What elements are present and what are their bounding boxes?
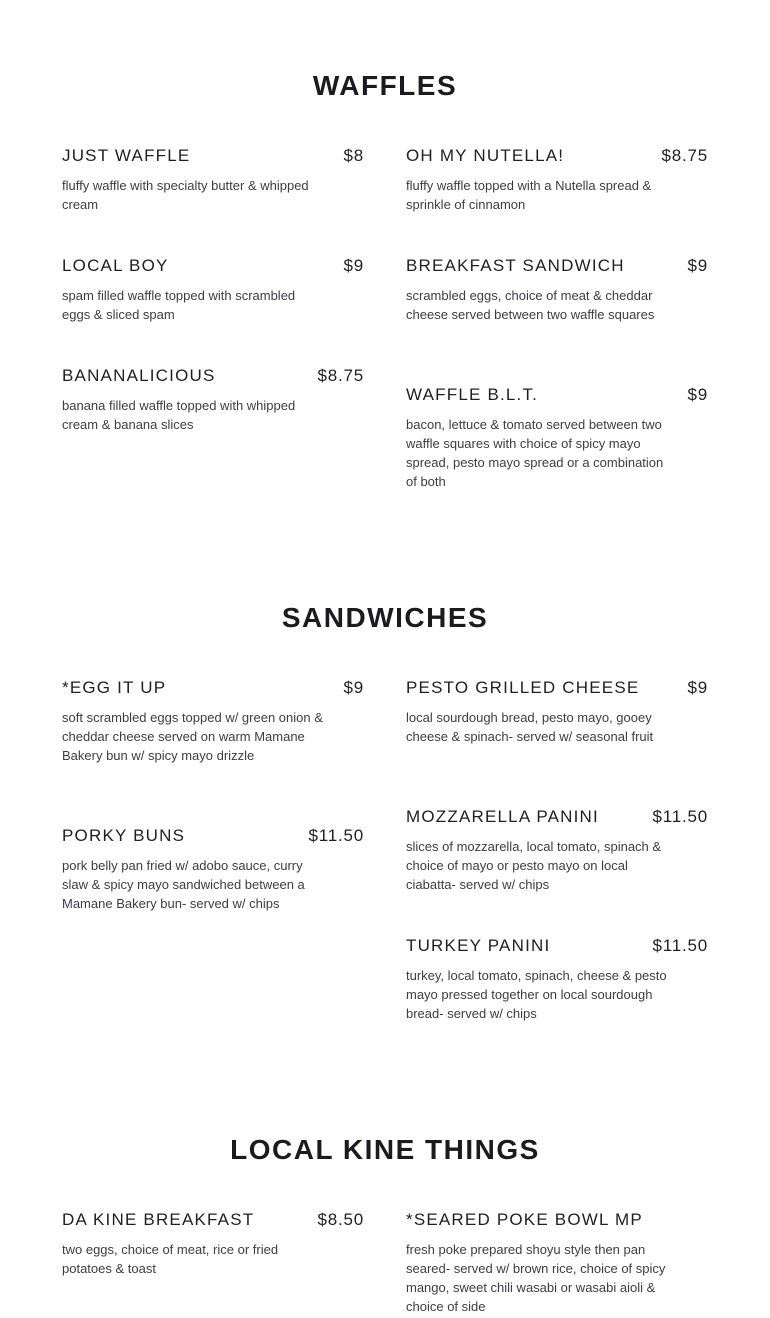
menu-item-bananalicious (62, 366, 364, 434)
item-price: $11.50 (652, 936, 708, 955)
item-description: fluffy waffle with specialty butter & whipped cream (62, 178, 309, 212)
item-price: $8.75 (661, 146, 708, 165)
item-price: $9 (687, 678, 708, 697)
item-price: $8.75 (317, 366, 364, 385)
item-description: turkey, local tomato, spinach, cheese & pesto mayo pressed together on local sourdough bread- served w/ chips (406, 968, 667, 1021)
item-price: $9 (343, 678, 364, 697)
menu-item-turkey-panini (406, 936, 708, 1023)
menu-item-pesto-grilled-cheese (406, 678, 708, 746)
item-description: local sourdough bread, pesto mayo, gooey cheese & spinach- served w/ seasonal fruit (406, 710, 654, 744)
item-description: spam filled waffle topped with scrambled eggs & sliced spam (62, 288, 296, 322)
menu-item-breakfast-sandwich (406, 256, 708, 324)
item-price: $8 (343, 146, 364, 165)
item-description: fluffy waffle topped with a Nutella spread & sprinkle of cinnamon (406, 178, 652, 212)
item-price: $9 (687, 385, 708, 404)
item-description: slices of mozzarella, local tomato, spinach & choice of mayo or pesto mayo on local ciabatta- served w/ chips (406, 839, 662, 892)
menu-item-mozzarella-panini (406, 807, 708, 894)
item-name: DA KINE BREAKFAST (62, 1210, 255, 1229)
item-price: $9 (687, 256, 708, 275)
item-name: WAFFLE B.L.T. (406, 385, 539, 404)
menu-item-just-waffle (62, 146, 364, 214)
item-description: pork belly pan fried w/ adobo sauce, curry slaw & spicy mayo sandwiched between a Mamane Bakery bun- served w/ chips (62, 858, 305, 911)
section-title-local-kine-things: LOCAL KINE THINGS (230, 1134, 540, 1165)
item-name: LOCAL BOY (62, 256, 169, 275)
menu-item-da-kine-breakfast (62, 1210, 364, 1278)
menu-item-local-boy (62, 256, 364, 324)
item-price: $9 (343, 256, 364, 275)
section-title-sandwiches: SANDWICHES (281, 602, 489, 633)
item-price: $11.50 (308, 826, 364, 845)
menu-item-seared-poke-bowl (406, 1210, 708, 1316)
menu-item-porky-buns (62, 826, 364, 913)
item-description: scrambled eggs, choice of meat & cheddar cheese served between two waffle squares (406, 288, 655, 322)
item-name: PESTO GRILLED CHEESE (406, 678, 640, 697)
menu-item-waffle-blt (406, 385, 708, 491)
item-name: MOZZARELLA PANINI (406, 807, 599, 826)
item-name: JUST WAFFLE (62, 146, 191, 165)
item-description: bacon, lettuce & tomato served between two waffle squares with choice of spicy mayo spread, pesto mayo spread or a combination of both (406, 417, 664, 489)
item-description: two eggs, choice of meat, rice or fried potatoes & toast (62, 1242, 279, 1276)
item-name: BANANALICIOUS (62, 366, 216, 385)
item-name: *EGG IT UP (62, 678, 167, 697)
item-description: soft scrambled eggs topped w/ green onion & cheddar cheese served on warm Mamane Bakery bun w/ spicy mayo drizzle (62, 710, 323, 763)
item-name: OH MY NUTELLA! (406, 146, 565, 165)
item-price: $11.50 (652, 807, 708, 826)
item-price: $8.50 (317, 1210, 364, 1229)
item-name: BREAKFAST SANDWICH (406, 256, 625, 275)
item-name: *SEARED POKE BOWL MP (406, 1210, 643, 1229)
menu-item-oh-my-nutella (406, 146, 708, 214)
section-title-waffles: WAFFLES (312, 70, 458, 101)
item-name: PORKY BUNS (62, 826, 186, 845)
item-name: TURKEY PANINI (406, 936, 551, 955)
menu-item-egg-it-up (62, 678, 364, 765)
item-description: banana filled waffle topped with whipped cream & banana slices (62, 398, 296, 432)
item-description: fresh poke prepared shoyu style then pan seared- served w/ brown rice, choice of spicy mango, sweet chili wasabi or wasabi aioli & choice of side (406, 1242, 666, 1314)
